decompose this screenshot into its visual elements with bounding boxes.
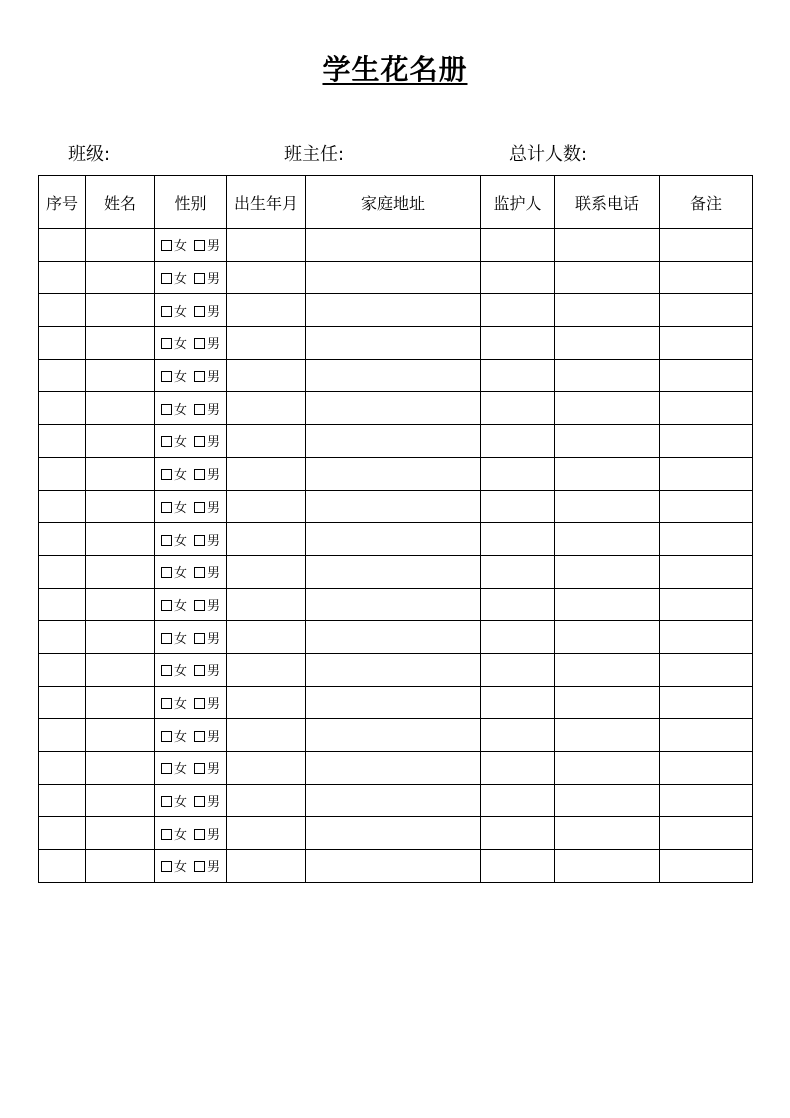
female-label: 女 xyxy=(173,631,187,647)
phone-cell[interactable] xyxy=(555,588,660,621)
guardian-cell[interactable] xyxy=(481,653,555,686)
phone-cell[interactable] xyxy=(555,457,660,490)
guardian-cell[interactable] xyxy=(481,719,555,752)
table-row xyxy=(39,719,753,752)
total-count-label: 总计人数: xyxy=(509,144,588,165)
male-label: 男 xyxy=(207,304,221,320)
female-label: 女 xyxy=(173,664,187,680)
guardian-cell[interactable] xyxy=(481,490,555,523)
male-checkbox[interactable] xyxy=(194,698,205,709)
address-cell[interactable] xyxy=(306,490,481,523)
gender-cell xyxy=(155,261,227,294)
birth-date-cell[interactable] xyxy=(227,653,306,686)
serial-cell[interactable] xyxy=(39,327,86,360)
gender-cell xyxy=(155,686,227,719)
gender-cell xyxy=(155,555,227,588)
serial-cell[interactable] xyxy=(39,523,86,556)
table-row xyxy=(39,784,753,817)
student-roster-table xyxy=(38,175,753,883)
male-checkbox[interactable] xyxy=(194,273,205,284)
phone-cell[interactable] xyxy=(555,653,660,686)
address-cell[interactable] xyxy=(306,686,481,719)
birth-date-cell[interactable] xyxy=(227,490,306,523)
name-cell[interactable] xyxy=(86,752,155,785)
gender-options xyxy=(161,435,220,450)
serial-cell[interactable] xyxy=(39,294,86,327)
guardian-cell[interactable] xyxy=(481,294,555,327)
name-cell[interactable] xyxy=(86,850,155,883)
birth-date-cell[interactable] xyxy=(227,523,306,556)
serial-cell[interactable] xyxy=(39,359,86,392)
birth-date-cell[interactable] xyxy=(227,817,306,850)
male-checkbox[interactable] xyxy=(194,829,205,840)
table-row xyxy=(39,752,753,785)
serial-cell[interactable] xyxy=(39,686,86,719)
serial-cell[interactable] xyxy=(39,588,86,621)
male-checkbox[interactable] xyxy=(194,240,205,251)
female-label: 女 xyxy=(173,729,187,745)
page-title xyxy=(0,48,790,88)
table-row xyxy=(39,588,753,621)
remarks-cell[interactable] xyxy=(660,261,753,294)
male-label: 男 xyxy=(207,435,221,451)
male-checkbox[interactable] xyxy=(194,371,205,382)
male-label: 男 xyxy=(207,402,221,418)
gender-options xyxy=(161,599,220,614)
male-checkbox[interactable] xyxy=(194,338,205,349)
table-row xyxy=(39,523,753,556)
serial-cell[interactable] xyxy=(39,555,86,588)
female-checkbox[interactable] xyxy=(161,535,172,546)
birth-date-cell[interactable] xyxy=(227,850,306,883)
male-label: 男 xyxy=(207,795,221,811)
address-cell[interactable] xyxy=(306,555,481,588)
gender-options xyxy=(161,664,220,679)
female-label: 女 xyxy=(173,500,187,516)
phone-cell[interactable] xyxy=(555,294,660,327)
birth-date-cell[interactable] xyxy=(227,588,306,621)
address-cell[interactable] xyxy=(306,457,481,490)
header-serial: 序号 xyxy=(39,176,86,229)
male-label: 男 xyxy=(207,500,221,516)
birth-date-cell[interactable] xyxy=(227,294,306,327)
table-row xyxy=(39,555,753,588)
gender-options xyxy=(161,468,220,483)
address-cell[interactable] xyxy=(306,294,481,327)
address-cell[interactable] xyxy=(306,850,481,883)
male-checkbox[interactable] xyxy=(194,567,205,578)
table-row xyxy=(39,261,753,294)
serial-cell[interactable] xyxy=(39,653,86,686)
guardian-cell[interactable] xyxy=(481,621,555,654)
phone-cell[interactable] xyxy=(555,686,660,719)
serial-cell[interactable] xyxy=(39,392,86,425)
female-label: 女 xyxy=(173,239,187,255)
address-cell[interactable] xyxy=(306,327,481,360)
address-cell[interactable] xyxy=(306,425,481,458)
class-label: 班级: xyxy=(68,144,111,165)
birth-date-cell[interactable] xyxy=(227,359,306,392)
male-label: 男 xyxy=(207,827,221,843)
phone-cell[interactable] xyxy=(555,752,660,785)
gender-options xyxy=(161,305,220,320)
table-row xyxy=(39,490,753,523)
header-gender: 性别 xyxy=(155,176,227,229)
serial-cell[interactable] xyxy=(39,261,86,294)
female-label: 女 xyxy=(173,533,187,549)
phone-cell[interactable] xyxy=(555,229,660,262)
name-cell[interactable] xyxy=(86,261,155,294)
gender-options xyxy=(161,795,220,810)
birth-date-cell[interactable] xyxy=(227,392,306,425)
female-checkbox[interactable] xyxy=(161,665,172,676)
header-home-address: 家庭地址 xyxy=(306,176,481,229)
gender-cell xyxy=(155,588,227,621)
remarks-cell[interactable] xyxy=(660,784,753,817)
guardian-cell[interactable] xyxy=(481,457,555,490)
male-label: 男 xyxy=(207,370,221,386)
remarks-cell[interactable] xyxy=(660,686,753,719)
guardian-cell[interactable] xyxy=(481,425,555,458)
remarks-cell[interactable] xyxy=(660,359,753,392)
male-checkbox[interactable] xyxy=(194,665,205,676)
name-cell[interactable] xyxy=(86,653,155,686)
gender-options xyxy=(161,762,220,777)
female-label: 女 xyxy=(173,860,187,876)
phone-cell[interactable] xyxy=(555,261,660,294)
header-remarks: 备注 xyxy=(660,176,753,229)
female-checkbox[interactable] xyxy=(161,763,172,774)
phone-cell[interactable] xyxy=(555,555,660,588)
male-checkbox[interactable] xyxy=(194,469,205,480)
table-body xyxy=(39,229,753,883)
birth-date-cell[interactable] xyxy=(227,719,306,752)
remarks-cell[interactable] xyxy=(660,327,753,360)
name-cell[interactable] xyxy=(86,817,155,850)
female-label: 女 xyxy=(173,402,187,418)
address-cell[interactable] xyxy=(306,229,481,262)
address-cell[interactable] xyxy=(306,621,481,654)
female-label: 女 xyxy=(173,370,187,386)
guardian-cell[interactable] xyxy=(481,817,555,850)
birth-date-cell[interactable] xyxy=(227,752,306,785)
phone-cell[interactable] xyxy=(555,327,660,360)
female-checkbox[interactable] xyxy=(161,404,172,415)
female-checkbox[interactable] xyxy=(161,338,172,349)
guardian-cell[interactable] xyxy=(481,555,555,588)
female-label: 女 xyxy=(173,304,187,320)
gender-cell xyxy=(155,490,227,523)
name-cell[interactable] xyxy=(86,392,155,425)
remarks-cell[interactable] xyxy=(660,555,753,588)
gender-options xyxy=(161,239,220,254)
name-cell[interactable] xyxy=(86,686,155,719)
table-row xyxy=(39,229,753,262)
guardian-cell[interactable] xyxy=(481,359,555,392)
female-checkbox[interactable] xyxy=(161,436,172,447)
birth-date-cell[interactable] xyxy=(227,784,306,817)
female-checkbox[interactable] xyxy=(161,698,172,709)
male-checkbox[interactable] xyxy=(194,436,205,447)
gender-cell xyxy=(155,719,227,752)
gender-cell xyxy=(155,327,227,360)
name-cell[interactable] xyxy=(86,229,155,262)
guardian-cell[interactable] xyxy=(481,229,555,262)
male-checkbox[interactable] xyxy=(194,796,205,807)
serial-cell[interactable] xyxy=(39,490,86,523)
birth-date-cell[interactable] xyxy=(227,457,306,490)
female-label: 女 xyxy=(173,795,187,811)
male-label: 男 xyxy=(207,860,221,876)
gender-cell xyxy=(155,752,227,785)
phone-cell[interactable] xyxy=(555,359,660,392)
phone-cell[interactable] xyxy=(555,523,660,556)
name-cell[interactable] xyxy=(86,588,155,621)
female-checkbox[interactable] xyxy=(161,240,172,251)
female-checkbox[interactable] xyxy=(161,469,172,480)
gender-cell xyxy=(155,457,227,490)
header-birth-date: 出生年月 xyxy=(227,176,306,229)
serial-cell[interactable] xyxy=(39,784,86,817)
phone-cell[interactable] xyxy=(555,817,660,850)
guardian-cell[interactable] xyxy=(481,752,555,785)
male-label: 男 xyxy=(207,631,221,647)
female-checkbox[interactable] xyxy=(161,273,172,284)
serial-cell[interactable] xyxy=(39,425,86,458)
address-cell[interactable] xyxy=(306,752,481,785)
serial-cell[interactable] xyxy=(39,457,86,490)
female-checkbox[interactable] xyxy=(161,567,172,578)
gender-options xyxy=(161,632,220,647)
gender-options xyxy=(161,697,220,712)
phone-cell[interactable] xyxy=(555,784,660,817)
guardian-cell[interactable] xyxy=(481,327,555,360)
remarks-cell[interactable] xyxy=(660,850,753,883)
guardian-cell[interactable] xyxy=(481,261,555,294)
female-label: 女 xyxy=(173,272,187,288)
gender-cell xyxy=(155,653,227,686)
female-checkbox[interactable] xyxy=(161,861,172,872)
male-checkbox[interactable] xyxy=(194,633,205,644)
male-checkbox[interactable] xyxy=(194,306,205,317)
guardian-cell[interactable] xyxy=(481,588,555,621)
female-checkbox[interactable] xyxy=(161,306,172,317)
remarks-cell[interactable] xyxy=(660,817,753,850)
male-label: 男 xyxy=(207,664,221,680)
phone-cell[interactable] xyxy=(555,719,660,752)
female-label: 女 xyxy=(173,827,187,843)
male-checkbox[interactable] xyxy=(194,861,205,872)
male-label: 男 xyxy=(207,468,221,484)
female-checkbox[interactable] xyxy=(161,371,172,382)
birth-date-cell[interactable] xyxy=(227,229,306,262)
male-checkbox[interactable] xyxy=(194,731,205,742)
gender-cell xyxy=(155,229,227,262)
remarks-cell[interactable] xyxy=(660,621,753,654)
gender-options xyxy=(161,828,220,843)
guardian-cell[interactable] xyxy=(481,523,555,556)
guardian-cell[interactable] xyxy=(481,784,555,817)
male-label: 男 xyxy=(207,566,221,582)
address-cell[interactable] xyxy=(306,261,481,294)
gender-options xyxy=(161,730,220,745)
female-checkbox[interactable] xyxy=(161,502,172,513)
remarks-cell[interactable] xyxy=(660,457,753,490)
table-row xyxy=(39,817,753,850)
name-cell[interactable] xyxy=(86,490,155,523)
gender-cell xyxy=(155,392,227,425)
phone-cell[interactable] xyxy=(555,425,660,458)
birth-date-cell[interactable] xyxy=(227,555,306,588)
name-cell[interactable] xyxy=(86,425,155,458)
table-row xyxy=(39,327,753,360)
female-checkbox[interactable] xyxy=(161,796,172,807)
serial-cell[interactable] xyxy=(39,850,86,883)
gender-cell xyxy=(155,784,227,817)
remarks-cell[interactable] xyxy=(660,294,753,327)
address-cell[interactable] xyxy=(306,784,481,817)
male-label: 男 xyxy=(207,337,221,353)
remarks-cell[interactable] xyxy=(660,523,753,556)
male-label: 男 xyxy=(207,598,221,614)
birth-date-cell[interactable] xyxy=(227,261,306,294)
phone-cell[interactable] xyxy=(555,490,660,523)
table-row xyxy=(39,850,753,883)
female-label: 女 xyxy=(173,468,187,484)
female-checkbox[interactable] xyxy=(161,829,172,840)
table-row xyxy=(39,294,753,327)
gender-options xyxy=(161,403,220,418)
birth-date-cell[interactable] xyxy=(227,686,306,719)
female-checkbox[interactable] xyxy=(161,600,172,611)
name-cell[interactable] xyxy=(86,523,155,556)
gender-options xyxy=(161,860,220,875)
guardian-cell[interactable] xyxy=(481,850,555,883)
table-row xyxy=(39,457,753,490)
gender-options xyxy=(161,337,220,352)
male-label: 男 xyxy=(207,762,221,778)
remarks-cell[interactable] xyxy=(660,752,753,785)
male-checkbox[interactable] xyxy=(194,600,205,611)
phone-cell[interactable] xyxy=(555,621,660,654)
female-label: 女 xyxy=(173,598,187,614)
name-cell[interactable] xyxy=(86,784,155,817)
female-label: 女 xyxy=(173,337,187,353)
name-cell[interactable] xyxy=(86,327,155,360)
remarks-cell[interactable] xyxy=(660,653,753,686)
table-row xyxy=(39,392,753,425)
serial-cell[interactable] xyxy=(39,719,86,752)
guardian-cell[interactable] xyxy=(481,686,555,719)
gender-cell xyxy=(155,621,227,654)
gender-cell xyxy=(155,523,227,556)
header-guardian: 监护人 xyxy=(481,176,555,229)
table-row xyxy=(39,686,753,719)
male-label: 男 xyxy=(207,533,221,549)
address-cell[interactable] xyxy=(306,359,481,392)
female-label: 女 xyxy=(173,566,187,582)
table-row xyxy=(39,653,753,686)
female-label: 女 xyxy=(173,435,187,451)
header-name: 姓名 xyxy=(86,176,155,229)
name-cell[interactable] xyxy=(86,555,155,588)
address-cell[interactable] xyxy=(306,392,481,425)
phone-cell[interactable] xyxy=(555,850,660,883)
male-label: 男 xyxy=(207,239,221,255)
table-row xyxy=(39,425,753,458)
address-cell[interactable] xyxy=(306,588,481,621)
gender-cell xyxy=(155,425,227,458)
gender-cell xyxy=(155,359,227,392)
male-checkbox[interactable] xyxy=(194,763,205,774)
table-row xyxy=(39,359,753,392)
address-cell[interactable] xyxy=(306,817,481,850)
male-label: 男 xyxy=(207,696,221,712)
birth-date-cell[interactable] xyxy=(227,621,306,654)
gender-options xyxy=(161,534,220,549)
remarks-cell[interactable] xyxy=(660,490,753,523)
phone-cell[interactable] xyxy=(555,392,660,425)
gender-options xyxy=(161,370,220,385)
name-cell[interactable] xyxy=(86,621,155,654)
address-cell[interactable] xyxy=(306,653,481,686)
gender-options xyxy=(161,272,220,287)
male-label: 男 xyxy=(207,729,221,745)
female-label: 女 xyxy=(173,696,187,712)
table-header-row xyxy=(39,176,753,229)
birth-date-cell[interactable] xyxy=(227,425,306,458)
remarks-cell[interactable] xyxy=(660,588,753,621)
gender-cell xyxy=(155,850,227,883)
remarks-cell[interactable] xyxy=(660,719,753,752)
serial-cell[interactable] xyxy=(39,621,86,654)
guardian-cell[interactable] xyxy=(481,392,555,425)
gender-options xyxy=(161,566,220,581)
female-checkbox[interactable] xyxy=(161,731,172,742)
gender-cell xyxy=(155,294,227,327)
header-phone: 联系电话 xyxy=(555,176,660,229)
male-checkbox[interactable] xyxy=(194,535,205,546)
birth-date-cell[interactable] xyxy=(227,327,306,360)
serial-cell[interactable] xyxy=(39,752,86,785)
female-checkbox[interactable] xyxy=(161,633,172,644)
name-cell[interactable] xyxy=(86,294,155,327)
name-cell[interactable] xyxy=(86,719,155,752)
male-checkbox[interactable] xyxy=(194,404,205,415)
serial-cell[interactable] xyxy=(39,817,86,850)
head-teacher-label: 班主任: xyxy=(284,144,345,165)
page-title-text: 学生花名册 xyxy=(322,53,468,86)
gender-options xyxy=(161,501,220,516)
gender-cell xyxy=(155,817,227,850)
table-row xyxy=(39,621,753,654)
address-cell[interactable] xyxy=(306,523,481,556)
serial-cell[interactable] xyxy=(39,229,86,262)
male-checkbox[interactable] xyxy=(194,502,205,513)
male-label: 男 xyxy=(207,272,221,288)
name-cell[interactable] xyxy=(86,359,155,392)
female-label: 女 xyxy=(173,762,187,778)
remarks-cell[interactable] xyxy=(660,229,753,262)
address-cell[interactable] xyxy=(306,719,481,752)
name-cell[interactable] xyxy=(86,457,155,490)
remarks-cell[interactable] xyxy=(660,392,753,425)
remarks-cell[interactable] xyxy=(660,425,753,458)
